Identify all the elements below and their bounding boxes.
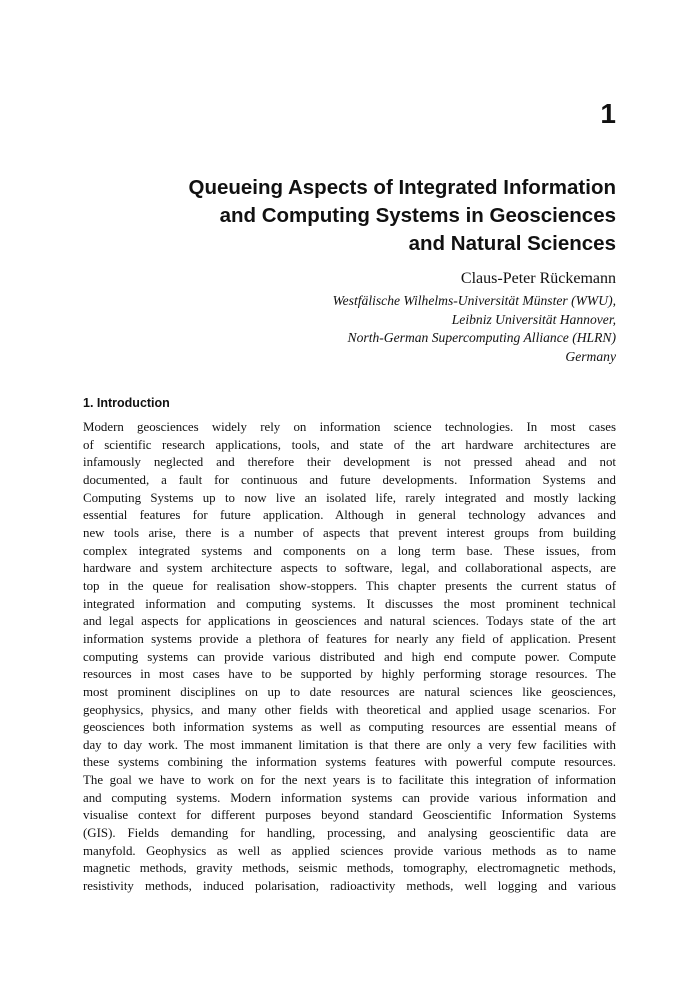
paragraph-line: documented, a fault for continuous and future developments. Information Systems and: [83, 472, 616, 487]
paragraph-line: these systems combining the information systems features with powerful compute resources.: [83, 755, 616, 770]
author-affiliation: Leibniz Universität Hannover,: [451, 311, 616, 327]
author-country: Germany: [565, 348, 616, 364]
body-paragraph: [83, 419, 616, 896]
chapter-title: [96, 174, 616, 258]
section-heading: 1. Introduction: [83, 396, 170, 410]
paragraph-line: geophysics, physics, and many other fields with theoretical and applied usage scenarios. For: [83, 702, 616, 717]
paragraph-line: visualise context for different purposes beyond standard Geoscientific Information Systems: [83, 808, 616, 823]
paragraph-line: hardware and system architecture aspects to software, legal, and collaborational aspects, are: [83, 561, 616, 576]
paragraph-line: and legal aspects for applications in geosciences and natural sciences. Todays state of the art: [83, 614, 616, 629]
paragraph-line: (GIS). Fields demanding for handling, processing, and analysing geoscientific data are: [83, 826, 616, 841]
chapter-title-line: and Natural Sciences: [408, 232, 616, 255]
paragraph-line: top in the queue for realisation show-stoppers. This chapter presents the current status of: [83, 578, 616, 593]
paragraph-line: Computing Systems up to now live an isolated life, rarely integrated and mostly lacking: [83, 490, 616, 505]
paragraph-line: magnetic methods, gravity methods, seismic methods, tomography, electromagnetic methods,: [83, 861, 616, 876]
paragraph-line: geosciences both information systems as well as computing resources are essential means of: [83, 720, 616, 735]
paragraph-line: new tools arise, there is a number of aspects that prevent interest groups from building: [83, 525, 616, 540]
paragraph-line: most prominent disciplines on up to date resources are natural sciences like geosciences,: [83, 684, 616, 699]
chapter-title-line: and Computing Systems in Geosciences: [219, 204, 616, 227]
author-block: [333, 268, 616, 366]
paragraph-line: integrated information and computing systems. It discusses the most prominent technical: [83, 596, 616, 611]
paragraph-line: resistivity methods, induced polarisation, radioactivity methods, well logging and various: [83, 879, 616, 894]
paragraph-line: infamously neglected and therefore their development is not pressed ahead and not: [83, 455, 616, 470]
paragraph-line: of scientific research applications, tools, and state of the art hardware architectures are: [83, 437, 616, 452]
paragraph-line: essential features for future application. Although in general technology advances and: [83, 508, 616, 523]
paragraph-line: Modern geosciences widely rely on information science technologies. In most cases: [83, 420, 616, 434]
author-affiliation: Westfälische Wilhelms-Universität Münster (WWU),: [332, 293, 616, 308]
chapter-title-line: Queueing Aspects of Integrated Information: [188, 176, 616, 199]
paragraph-line: information systems provide a plethora of features for nearly any field of application. Present: [83, 631, 616, 646]
paragraph-line: and computing systems. Modern information systems can provide various information and: [83, 790, 616, 805]
paragraph-line: day to day work. The most immanent limitation is that there are only a very few facilities with: [83, 737, 616, 752]
author-affiliation: North-German Supercomputing Alliance (HLRN): [347, 330, 616, 346]
paragraph-line: The goal we have to work on for the next years is to facilitate this integration of information: [83, 773, 616, 788]
paragraph-line: complex integrated systems and components on a long term base. These issues, from: [83, 543, 616, 558]
paragraph-line: resources in most cases have to be supported by highly performing storage resources. The: [83, 667, 616, 682]
paragraph-line: manyfold. Geophysics as well as applied sciences provide various methods as to name: [83, 843, 616, 858]
author-name: Claus-Peter Rückemann: [460, 270, 616, 287]
chapter-number: 1: [600, 98, 616, 129]
paragraph-line: computing systems can provide various distributed and high end compute power. Compute: [83, 649, 616, 664]
